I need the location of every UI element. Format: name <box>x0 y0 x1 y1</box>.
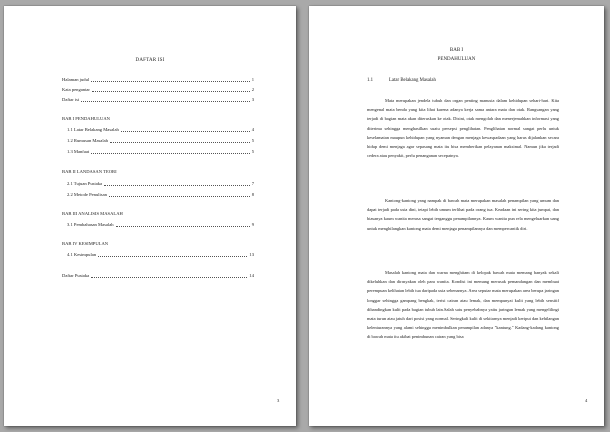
right-page <box>309 6 604 426</box>
toc-entry <box>67 149 254 155</box>
toc-leader <box>81 101 249 102</box>
toc-entry-label: 1.3 Manfaat <box>67 149 90 154</box>
toc-title: DAFTAR ISI <box>135 58 165 63</box>
toc-leader <box>91 153 250 154</box>
toc-entry-label: 1.1 Latar Belakang Masalah <box>67 127 119 132</box>
toc-leader <box>121 131 250 132</box>
toc-leader <box>92 91 250 92</box>
toc-entry <box>67 181 254 187</box>
toc-entry <box>62 77 254 83</box>
toc-chapter-heading: BAB IV KESIMPULAN <box>62 241 109 246</box>
toc-leader <box>91 81 250 82</box>
toc-entry-label: 2.2 Metode Penulisan <box>67 192 107 197</box>
page-number: 4 <box>585 398 588 403</box>
section-title: Latar Belakang Masalah <box>389 78 436 83</box>
toc-entry-label: 4.1 Kesimpulan <box>67 252 97 257</box>
toc-entry-page: 8 <box>251 192 254 197</box>
toc-entry-page: 4 <box>251 127 254 132</box>
toc-entry <box>62 97 254 103</box>
toc-entry-page: 9 <box>251 222 254 227</box>
toc-entry-label: Daftar Pustaka <box>62 273 90 278</box>
toc-entry-label: 2.1 Tujuan Pustaka <box>67 181 103 186</box>
toc-entry <box>67 138 254 144</box>
toc-chapter-heading: BAB I PENDAHULUAN <box>62 116 110 121</box>
toc-leader <box>116 226 250 227</box>
body-paragraph: Masalah kantong mata dan warna menghitam di kelopak bawah mata memang banyak sekali dikeluhkan dan dirasyakan oleh para wanita. Kondisi ini memang merusak pemandangan dan membuat perempuan kelihatan lebih tua daripada usia sebenarnya. Area seputar mata merupakan area berupa jaringan longgar sehingga gampang bengkak, terisi cairan atau lemak, dan mempunyai kulit yang lebih sensitif dibandingkan kulit pada bagian tubuh lain.Salah satu penyebabnya yaitu jaringan lemak yang mengelilingi mata turun atau jatuh dari posisi yang normal. Seringkali kulit di sekitarnya menjadi keriput dan kehilangan kelenturannya yang alami sehingga menimbulkan penampilan adanya "kantung." Kadang-kadang kantong di bawah mata itu akibat penimbunan cairan yang bisa <box>367 270 559 340</box>
toc-entry <box>67 127 254 133</box>
toc-entry-page: 3 <box>251 97 254 102</box>
toc-entry-page: 5 <box>251 149 254 154</box>
toc-entry <box>62 87 254 93</box>
toc-entry-page: 5 <box>251 138 254 143</box>
toc-chapter-heading: BAB III ANALISIS MASALAH <box>62 211 123 216</box>
toc-chapter-heading: BAB II LANDASAN TEORI <box>62 169 117 174</box>
toc-entry-page: 7 <box>251 181 254 186</box>
toc-leader <box>91 277 247 278</box>
toc-entry-label: Halaman judul <box>62 77 90 82</box>
toc-entry-label: 3.1 Pembahasan Masalah <box>67 222 114 227</box>
section-heading <box>367 78 436 83</box>
body-paragraph: Mata merupakan jendela tubuh dan organ penting manusia dalam kehidupan sehari-hari. Kita mengenal mata benda yang kita lihat karena adanya kerja sama antara mata dan otak. Rangsangan yang terjadi di bagian mata akan diteruskan ke otak. Disini, otak mengolah dan menerjemahkan informasi yang diterima sehingga menghasilkan suatu persepsi penglihatan. Penglihatan normal sangat perlu untuk keselamatan maupun kehidupan yang nyaman dengan menjaga kewaspadaan yang harus dijalankan secara hidup demi menjaga agar sepasang mata itu bisa memberikan pelayanan maksimal. Namun jika terjadi cedera atau penyakit, perlu penanganan secepatnya. <box>367 98 559 159</box>
chapter-title: PENDAHULUAN <box>437 57 476 62</box>
toc-entry-label: Kata pengantar <box>62 87 90 92</box>
page-number: 3 <box>277 398 280 403</box>
chapter-number: BAB I <box>449 48 464 53</box>
toc-entry <box>62 273 254 279</box>
toc-entry-page: 14 <box>249 273 254 278</box>
toc-entry <box>67 252 254 258</box>
toc-entry-label: 1.2 Rumusan Masalah <box>67 138 108 143</box>
toc-leader <box>109 196 250 197</box>
section-number: 1.1 <box>367 78 373 83</box>
body-paragraph: Kantong-kantong yang nampak di bawah mata merupakan masalah penampilan yang umum dan dapat terjadi pada usia dini, tetapi lebih umum terlihat pada orang tua. Keadaan ini sering kita jumpai, dan biasanya kaum wanita merasa sangat terganggu penampilannya. Kaum wanita pun rela mengeluarkan uang untuk menghilangkan kantong mata demi menjaga penampilannya dan mempercantik diri. <box>367 198 559 231</box>
toc-leader <box>110 142 250 143</box>
toc-leader <box>98 256 247 257</box>
toc-entry-label: Daftar isi <box>62 97 80 102</box>
toc-entry-page: 2 <box>251 87 254 92</box>
toc-entry <box>67 192 254 198</box>
toc-entry-page: 13 <box>249 252 254 257</box>
toc-leader <box>104 185 250 186</box>
toc-entry-page: 1 <box>251 77 254 82</box>
toc-entry <box>67 222 254 228</box>
left-page <box>4 6 296 426</box>
